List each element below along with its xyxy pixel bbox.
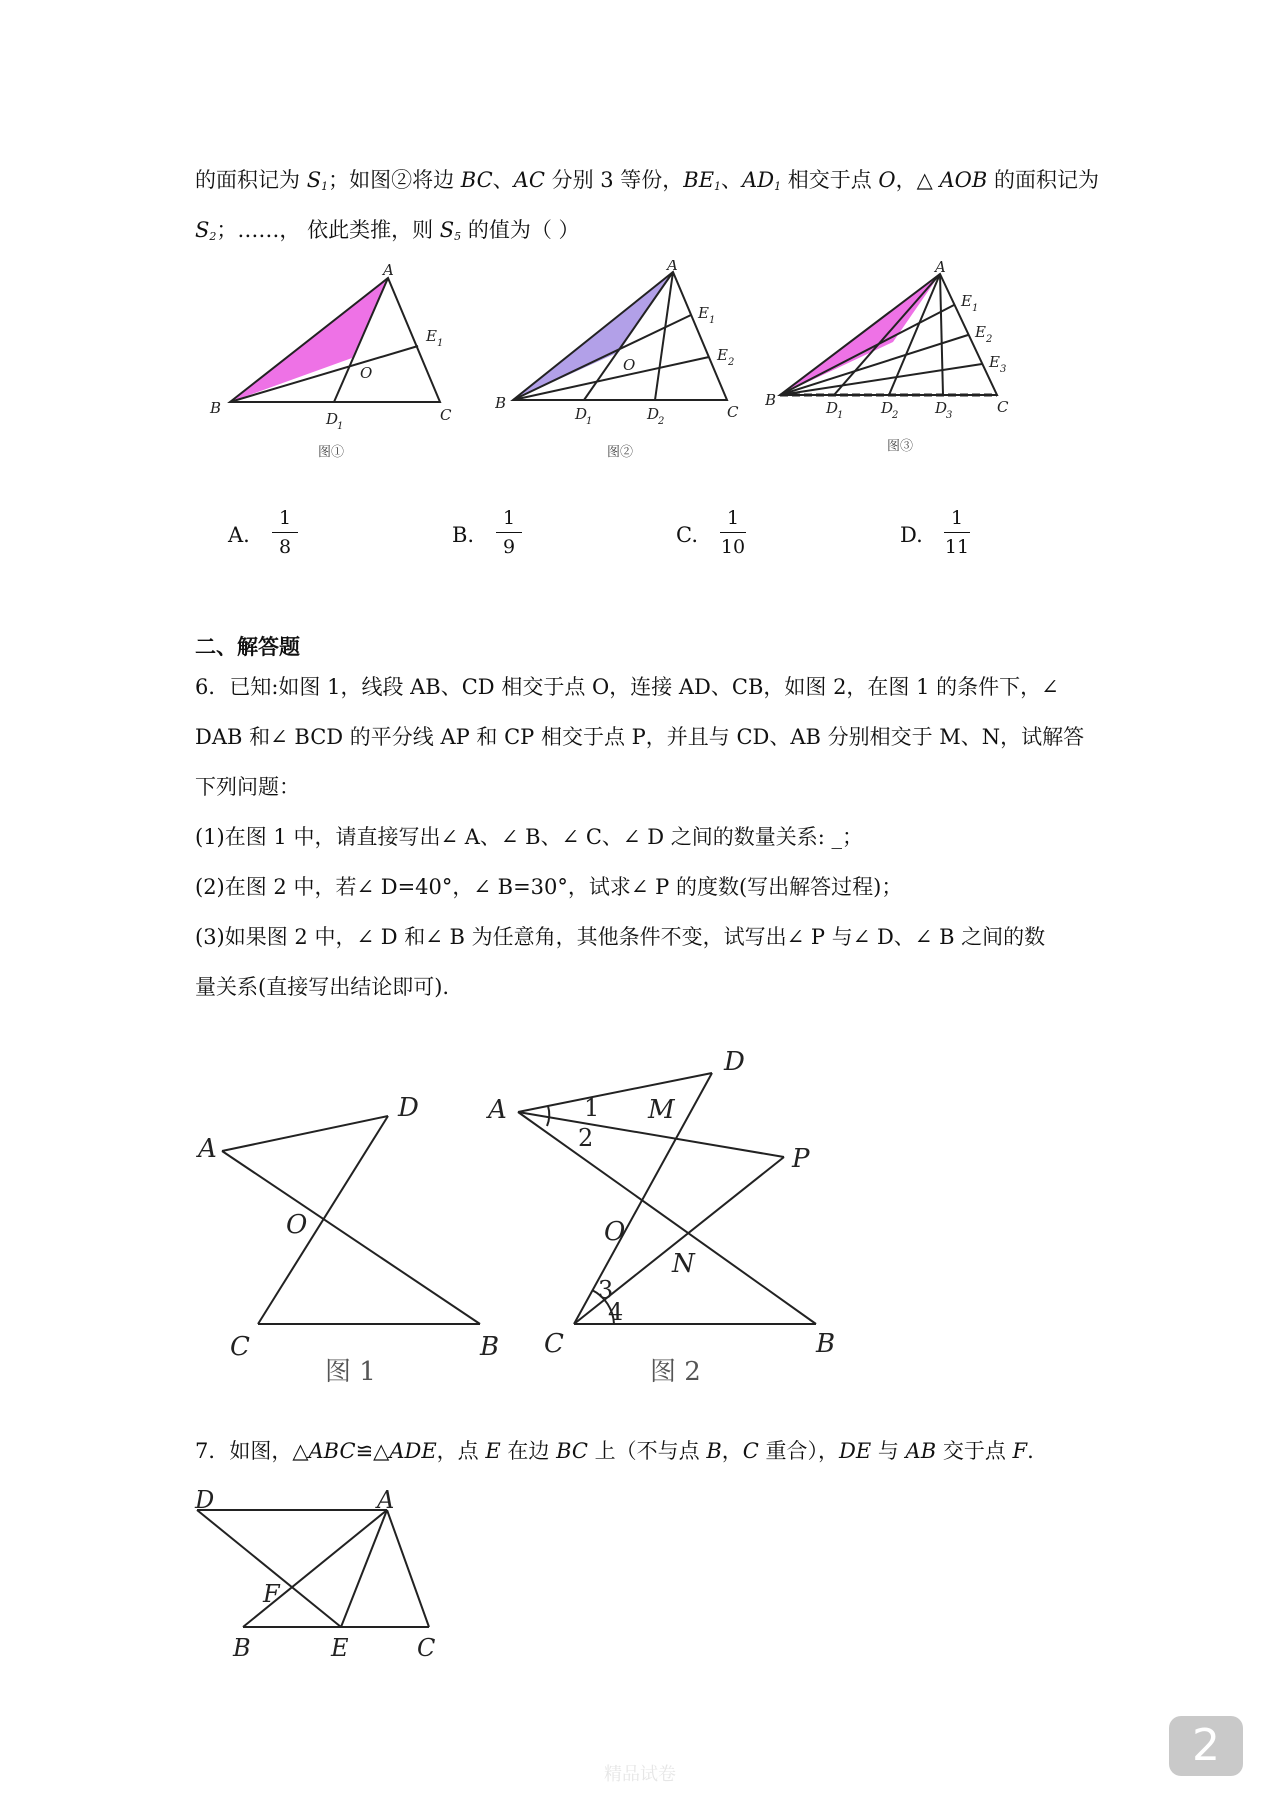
q6-line-3: 下列问题： <box>195 775 300 799</box>
segment-ab <box>518 1112 816 1324</box>
label-subscript: 2 <box>728 357 735 368</box>
var-s: S <box>195 218 210 242</box>
text: 、 <box>492 168 514 192</box>
label-d: D <box>935 399 948 417</box>
segment-ab <box>243 1510 387 1627</box>
label-angle-3: 3 <box>598 1276 614 1304</box>
label-a: A <box>383 261 394 279</box>
denominator: 9 <box>502 536 516 558</box>
q5-figure-3 <box>765 260 1035 470</box>
fraction-bar <box>496 532 522 533</box>
label-c: C <box>440 406 452 424</box>
label-a: A <box>935 260 946 276</box>
denominator: 8 <box>278 536 292 558</box>
q7-figure <box>185 1490 455 1670</box>
label-o: O <box>286 1210 308 1240</box>
label-e: E <box>717 346 728 364</box>
text: 、 <box>721 168 743 192</box>
label-c: C <box>544 1329 564 1359</box>
fraction-bar <box>944 532 970 533</box>
text: ≌△ <box>355 1439 390 1463</box>
label-d: D <box>826 399 839 417</box>
label-e: E <box>989 353 1000 371</box>
text: ，点 <box>436 1439 486 1463</box>
label-n: N <box>672 1249 695 1279</box>
label-subscript: 2 <box>986 334 993 345</box>
label-m: M <box>648 1095 675 1125</box>
segment-ad <box>518 1073 712 1112</box>
text: 的值为（ ） <box>461 218 580 242</box>
segment-de <box>197 1510 341 1627</box>
text: ；……， 依此类推，则 <box>216 218 440 242</box>
option-fraction <box>270 505 300 560</box>
label-subscript: 1 <box>972 303 979 314</box>
label-subscript: 1 <box>709 315 716 326</box>
label-subscript: 1 <box>586 416 593 427</box>
label-e: E <box>426 327 437 345</box>
denominator: 11 <box>944 536 970 558</box>
label-b: B <box>233 1634 251 1662</box>
fraction-bar <box>720 532 746 533</box>
label-d: D <box>398 1093 419 1123</box>
q6-line-2: DAB 和∠ BCD 的平分线 AP 和 CP 相交于点 P，并且与 CD、AB 分别相交于 M、N，试解答 <box>195 725 1085 749</box>
figure-caption: 图 1 <box>325 1357 376 1387</box>
label-e: E <box>961 292 972 310</box>
label-c: C <box>417 1634 436 1662</box>
var-bc: BC <box>460 168 493 192</box>
option-fraction <box>494 505 524 560</box>
var-c: C <box>742 1439 759 1463</box>
var-o: O <box>878 168 896 192</box>
var-s: S <box>439 218 455 242</box>
text: 相交于点 <box>781 168 879 192</box>
label-b: B <box>480 1332 500 1362</box>
subscript: 1 <box>714 180 722 193</box>
subscript: 1 <box>321 180 329 193</box>
label-subscript: 2 <box>892 410 899 421</box>
var-bc: BC <box>556 1439 588 1463</box>
text: 交于点 <box>936 1439 1013 1463</box>
label-angle-2: 2 <box>578 1124 594 1152</box>
q6-line-4: (1)在图 1 中，请直接写出∠ A、∠ B、∠ C、∠ D 之间的数量关系: _； <box>195 825 863 849</box>
label-subscript: 1 <box>837 410 844 421</box>
label-c: C <box>997 398 1009 416</box>
label-d: D <box>575 405 588 423</box>
label-e: E <box>698 304 709 322</box>
var-ade: ADE <box>389 1439 437 1463</box>
text: . <box>1027 1439 1034 1463</box>
var-s: S <box>306 168 322 192</box>
segment-ac <box>387 1510 429 1627</box>
var-e: E <box>485 1439 501 1463</box>
label-subscript: 3 <box>1000 364 1007 375</box>
text: 分别 3 等份， <box>544 168 684 192</box>
subscript: 1 <box>774 180 782 193</box>
q5-line-1 <box>195 166 1099 201</box>
label-b: B <box>765 391 777 409</box>
var-abc: ABC <box>308 1439 356 1463</box>
option-fraction <box>718 505 748 560</box>
text: 7．如图，△ <box>195 1439 309 1463</box>
segment-ad3 <box>940 274 943 395</box>
q6-figure-1 <box>190 1080 510 1390</box>
q6-line-6: (3)如果图 2 中，∠ D 和∠ B 为任意角，其他条件不变，试写出∠ P 与∠ D、∠ B 之间的数 <box>195 925 1046 949</box>
section-title: 二、解答题 <box>195 635 300 659</box>
label-o: O <box>623 356 636 374</box>
label-c: C <box>727 403 739 421</box>
var-aob: AOB <box>939 168 988 192</box>
label-e: E <box>331 1634 349 1662</box>
var-f: F <box>1012 1439 1028 1463</box>
segment-ad <box>222 1116 388 1151</box>
denominator: 10 <box>720 536 746 558</box>
subscript: 5 <box>454 230 462 243</box>
subscript: 2 <box>209 230 217 243</box>
text: 的面积记为 <box>195 168 307 192</box>
numerator: 1 <box>278 507 292 529</box>
q6-line-7: 量关系(直接写出结论即可). <box>195 975 450 999</box>
label-angle-4: 4 <box>608 1298 624 1326</box>
q5-figure-1 <box>200 260 460 470</box>
fraction-bar <box>272 532 298 533</box>
var-de: DE <box>839 1439 872 1463</box>
text: 在边 <box>500 1439 557 1463</box>
label-a: A <box>488 1095 507 1125</box>
option-fraction <box>942 505 972 560</box>
text: ，△ <box>895 168 940 192</box>
var-be: BE <box>683 168 715 192</box>
label-d: D <box>881 399 894 417</box>
q5-figure-2 <box>495 260 755 470</box>
text: ；如图②将边 <box>328 168 461 192</box>
page-number-badge: 2 <box>1169 1716 1243 1776</box>
var-ac: AC <box>513 168 545 192</box>
option-label: A. <box>228 523 250 547</box>
label-e: E <box>975 323 986 341</box>
segment-ad1 <box>834 274 940 395</box>
label-subscript: 1 <box>337 421 344 432</box>
label-d: D <box>647 405 660 423</box>
option-label: B. <box>452 523 475 547</box>
label-o: O <box>360 364 373 382</box>
label-d: D <box>195 1490 215 1514</box>
q6-figure-2 <box>480 1040 860 1390</box>
label-angle-1: 1 <box>584 1094 600 1122</box>
label-d: D <box>326 410 339 428</box>
label-o: O <box>604 1217 626 1247</box>
option-label: D. <box>900 523 923 547</box>
text: 的面积记为 <box>987 168 1099 192</box>
label-a: A <box>377 1490 395 1514</box>
label-subscript: 1 <box>437 338 444 349</box>
text: 与 <box>871 1439 906 1463</box>
figure-caption: 图③ <box>887 439 914 454</box>
watermark: 精品试卷 <box>604 1764 676 1785</box>
label-a: A <box>198 1134 217 1164</box>
var-ab: AB <box>905 1439 937 1463</box>
label-b: B <box>816 1329 836 1359</box>
label-d: D <box>724 1047 745 1077</box>
figure-caption: 图② <box>607 445 634 460</box>
q6-line-5: (2)在图 2 中，若∠ D=40°，∠ B=30°，试求∠ P 的度数(写出解答过程)； <box>195 875 903 899</box>
var-b: B <box>706 1439 722 1463</box>
text: 重合）， <box>758 1439 840 1463</box>
var-ad: AD <box>742 168 775 192</box>
label-p: P <box>792 1144 810 1174</box>
q6-line-1: 6．已知:如图 1，线段 AB、CD 相交于点 O，连接 AD、CB，如图 2，在图 1 的条件下，∠ <box>195 675 1059 699</box>
numerator: 1 <box>502 507 516 529</box>
label-subscript: 3 <box>946 410 953 421</box>
label-c: C <box>230 1332 250 1362</box>
numerator: 1 <box>950 507 964 529</box>
figure-caption: 图 2 <box>650 1357 701 1387</box>
label-b: B <box>495 394 507 412</box>
label-a: A <box>667 260 678 274</box>
q7-line-1 <box>195 1437 1034 1465</box>
q5-line-2 <box>195 216 580 251</box>
label-f: F <box>263 1580 280 1608</box>
numerator: 1 <box>726 507 740 529</box>
segment-dc <box>258 1116 388 1324</box>
label-b: B <box>210 399 222 417</box>
option-label: C. <box>676 523 698 547</box>
text: ， <box>721 1439 743 1463</box>
text: 上（不与点 <box>587 1439 707 1463</box>
figure-caption: 图① <box>318 445 345 460</box>
label-subscript: 2 <box>658 416 665 427</box>
